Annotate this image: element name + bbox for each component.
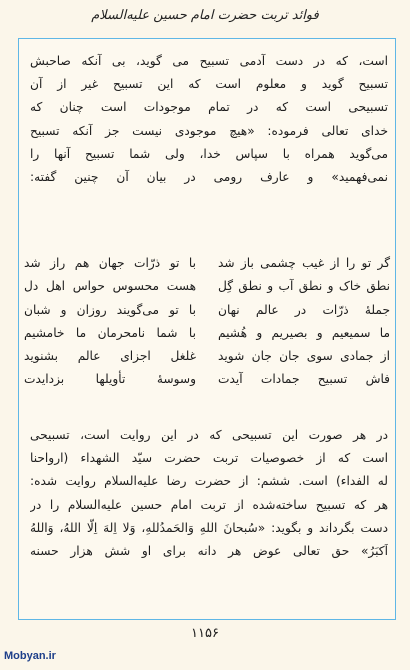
poem-hemistich-left: هست محسوس حواس اهل دل [24,279,196,294]
text-line: می‌گوید همراه با سپاس خدا، ولی شما تسبیح آنها را [30,146,388,161]
paragraph-2 [30,424,388,563]
page-number: ۱۱۵۶ [191,626,219,641]
poem-verse [24,299,390,322]
poem-hemistich-right: جملهٔ ذرّات در عالم نهان [218,302,390,317]
text-line: له الفداء) است. ششم: از حضرت رضا علیه‌السلام روایت شده: [30,474,388,489]
poem-verse [24,322,390,345]
poem-hemistich-left: وسوسهٔ تأویلها بزدایدت [24,372,196,387]
text-line: خدای تعالی فرموده: «هیچ موجودی نیست جز آنکه تسبیح [30,123,388,138]
poem-verse [24,252,390,275]
paragraph-1 [30,50,388,189]
poem-hemistich-left: با تو می‌گویند روزان و شبان [24,302,196,317]
text-line: اَکبَرُ» حق تعالی عوض هر دانه برای او شش هزار حسنه [30,543,388,558]
poem-hemistich-right: گر تو را از غیب چشمی باز شد [218,256,390,270]
poem-hemistich-left: با شما نامحرمان ما خامشیم [24,325,196,340]
text-line: تسبیحی است که در تمام موجودات است چنان که [30,100,388,115]
text-line: در هر صورت این تسبیحی که در این روایت است، تسبیحی [30,428,388,442]
poem-hemistich-left: غلغل اجزای عالم بشنوید [24,349,196,364]
poem-hemistich-left: با تو ذرّات جهان هم راز شد [24,256,196,270]
text-line: است که از خصوصیات تربت حضرت سیّد الشهداء (ارواحنا [30,451,388,466]
poem-hemistich-right: ما سمیعیم و بصیریم و هُشیم [218,325,390,340]
poem-verse [24,275,390,298]
poem-hemistich-right: نطق خاک و نطق آب و نطق گِل [218,279,390,294]
page-header-title: فوائد تربت حضرت امام حسین علیه‌السلام [91,8,319,23]
text-line: است، که در دست آدمی تسبیح می گوید، بی آنکه صاحبش [30,54,388,68]
site-watermark: Mobyan.ir [4,650,56,662]
poem-hemistich-right: از جمادی سوی جان جان شوید [218,349,390,364]
poem-verse [24,368,390,391]
text-line: هر که تسبیح ساخته‌شده از تربت امام حسین علیه‌السلام را در [30,497,388,512]
text-line: تسبیح گوید و معلوم است که این تسبیح غیر از آن [30,77,388,92]
text-line: دست بگرداند و بگوید: «سُبحانَ اللهِ وَالحَمدُللهِ، وَلا اِلهَ اِلّا اللهُ، وَاللهُ [30,520,388,535]
poem-block [24,252,390,392]
poem-hemistich-right: فاش تسبیح جمادات آیدت [218,372,390,387]
text-line: نمی‌فهمید» و عارف رومی در بیان آن چنین گفته: [30,169,388,184]
poem-verse [24,345,390,368]
